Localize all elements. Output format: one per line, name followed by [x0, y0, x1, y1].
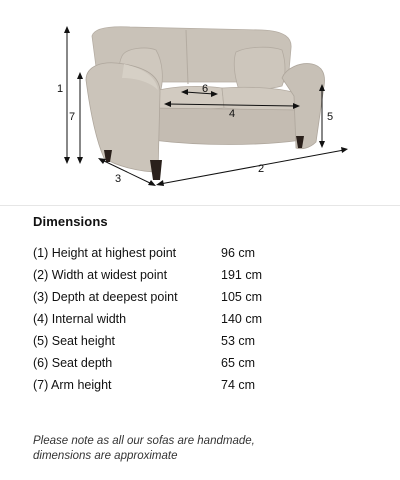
- marker-7: 7: [69, 111, 76, 123]
- marker-2: 2: [258, 163, 265, 175]
- dimension-label: (7) Arm height: [33, 378, 112, 392]
- note-line-1: Please note as all our sofas are handmade,: [33, 435, 255, 447]
- dimension-row-depth: [33, 286, 363, 308]
- marker-1: 1: [57, 83, 64, 95]
- dimension-value: 65 cm: [221, 356, 256, 370]
- dimension-value: 105 cm: [221, 290, 262, 304]
- handmade-note: [33, 434, 373, 464]
- marker-3: 3: [115, 173, 122, 185]
- dimension-label: (5) Seat height: [33, 334, 115, 348]
- sofa-dimension-figure: [0, 0, 400, 205]
- dimension-value: 53 cm: [221, 334, 256, 348]
- sofa-diagram: [0, 0, 400, 205]
- dimensions-table: [33, 242, 363, 396]
- dimension-label: (6) Seat depth: [33, 356, 113, 370]
- marker-5: 5: [327, 111, 334, 123]
- dimension-value: 74 cm: [221, 378, 256, 392]
- marker-6: 6: [202, 83, 209, 95]
- dimension-label: (1) Height at highest point: [33, 246, 177, 260]
- note-line-2: dimensions are approximate: [33, 450, 178, 462]
- dimension-value: 191 cm: [221, 268, 262, 282]
- dimension-row-seat-height: [33, 330, 363, 352]
- marker-4: 4: [229, 108, 236, 120]
- dimension-row-internal-width: [33, 308, 363, 330]
- section-divider: [0, 205, 400, 206]
- dimensions-heading: Dimensions: [33, 214, 108, 229]
- sofa-image: [86, 27, 325, 180]
- dimension-row-width: [33, 264, 363, 286]
- dimension-row-height: [33, 242, 363, 264]
- dimension-label: (3) Depth at deepest point: [33, 290, 178, 304]
- dimension-value: 140 cm: [221, 312, 262, 326]
- dimension-label: (2) Width at widest point: [33, 268, 168, 282]
- dimension-row-seat-depth: [33, 352, 363, 374]
- dimension-value: 96 cm: [221, 246, 256, 260]
- dimension-row-arm-height: [33, 374, 363, 396]
- dimension-label: (4) Internal width: [33, 312, 127, 326]
